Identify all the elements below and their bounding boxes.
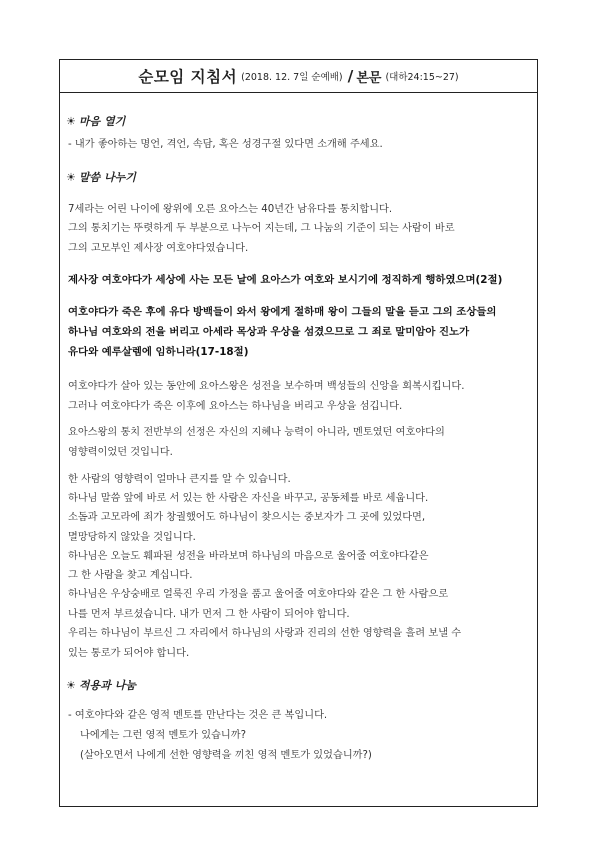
body-line: (살아오면서 나에게 선한 영향력을 끼친 영적 멘토가 있었습니까?) [80, 750, 372, 761]
title-row [60, 60, 537, 93]
body-line: 그의 고모부인 제사장 여호야다였습니다. [68, 243, 249, 254]
body-line: 그의 통치기는 뚜렷하게 두 부분으로 나누어 지는데, 그 나눔의 기준이 되는 사람이 바로 [68, 223, 455, 234]
body-line: 멸망당하지 않았을 것입니다. [68, 532, 196, 543]
scripture-label: 본문 [356, 70, 382, 86]
body-line: - 내가 좋아하는 명언, 격언, 속담, 혹은 성경구절 있다면 소개해 주세요. [68, 139, 383, 150]
body-line: 나에게는 그런 영적 멘토가 있습니까? [80, 730, 246, 741]
sun-icon: ☀ [66, 115, 76, 128]
body-line: 하나님 말씀 앞에 바로 서 있는 한 사람은 자신을 바꾸고, 공동체를 바로 세웁니다. [68, 493, 429, 504]
body-line: 여호야다가 살아 있는 동안에 요아스왕은 성전을 보수하며 백성들의 신앙을 회복시킵니다. [68, 381, 465, 392]
body-line: 한 사람의 영향력이 얼마나 큰지를 알 수 있습니다. [68, 474, 291, 485]
body-line: 7세라는 어린 나이에 왕위에 오른 요아스는 40년간 남유다를 통치합니다. [68, 204, 393, 215]
body-line: 영향력이었던 것입니다. [68, 447, 173, 458]
sun-icon: ☀ [66, 171, 76, 184]
body-line: 요아스왕의 통치 전반부의 선정은 자신의 지혜나 능력이 아니라, 멘토였던 여호야다의 [68, 427, 445, 438]
body-line: 그러나 여호야다가 죽은 이후에 요아스는 하나님을 버리고 우상을 섬깁니다. [68, 401, 403, 412]
content [60, 93, 537, 806]
title-separator: / [347, 67, 354, 85]
body-line: 하나님은 우상숭배로 얼룩진 우리 가정을 품고 울어줄 여호야다와 같은 그 한 사람으로 [68, 589, 449, 600]
verse-quote: 유다와 예루살렘에 임하니라(17-18절) [68, 346, 249, 358]
section-heading-word-sharing: ☀ 말씀 나누기 [66, 171, 136, 184]
verse-quote: 하나님 여호와의 전을 버리고 아세라 목상과 우상을 섬겼으므로 그 죄로 말미암아 진노가 [68, 326, 470, 338]
body-line: 우리는 하나님이 부르신 그 자리에서 하나님의 사랑과 진리의 선한 영향력을 흘려 보낼 수 [68, 628, 462, 639]
body-line: - 여호야다와 같은 영적 멘토를 만난다는 것은 큰 복입니다. [68, 710, 328, 721]
verse-quote: 여호야다가 죽은 후에 유다 방백들이 와서 왕에게 절하매 왕이 그들의 말을 듣고 그의 조상들의 [68, 306, 497, 318]
verse-quote: 제사장 여호야다가 세상에 사는 모든 날에 요아스가 여호와 보시기에 정직하게 행하였으며(2절) [68, 274, 503, 286]
scripture-reference: (대하24:15~27) [385, 72, 459, 83]
sun-icon: ☀ [66, 679, 76, 692]
section-heading-application: ☀ 적용과 나눔 [66, 679, 136, 692]
service-date: (2018. 12. 7일 순예배) [241, 72, 343, 83]
body-line: 그 한 사람을 찾고 계십니다. [68, 570, 193, 581]
body-line: 나를 먼저 부르셨습니다. 내가 먼저 그 한 사람이 되어야 합니다. [68, 609, 350, 620]
body-line: 소돔과 고모라에 죄가 창궐했어도 하나님이 찾으시는 중보자가 그 곳에 있었다면, [68, 512, 426, 523]
body-line: 하나님은 오늘도 훼파된 성전을 바라보며 하나님의 마음으로 울어줄 여호야다같은 [68, 551, 429, 562]
section-heading-open-heart: ☀ 마음 열기 [66, 115, 126, 128]
page-title: 순모임 지침서 [138, 68, 238, 86]
document-frame [59, 59, 538, 807]
body-line: 있는 통로가 되어야 합니다. [68, 648, 190, 659]
